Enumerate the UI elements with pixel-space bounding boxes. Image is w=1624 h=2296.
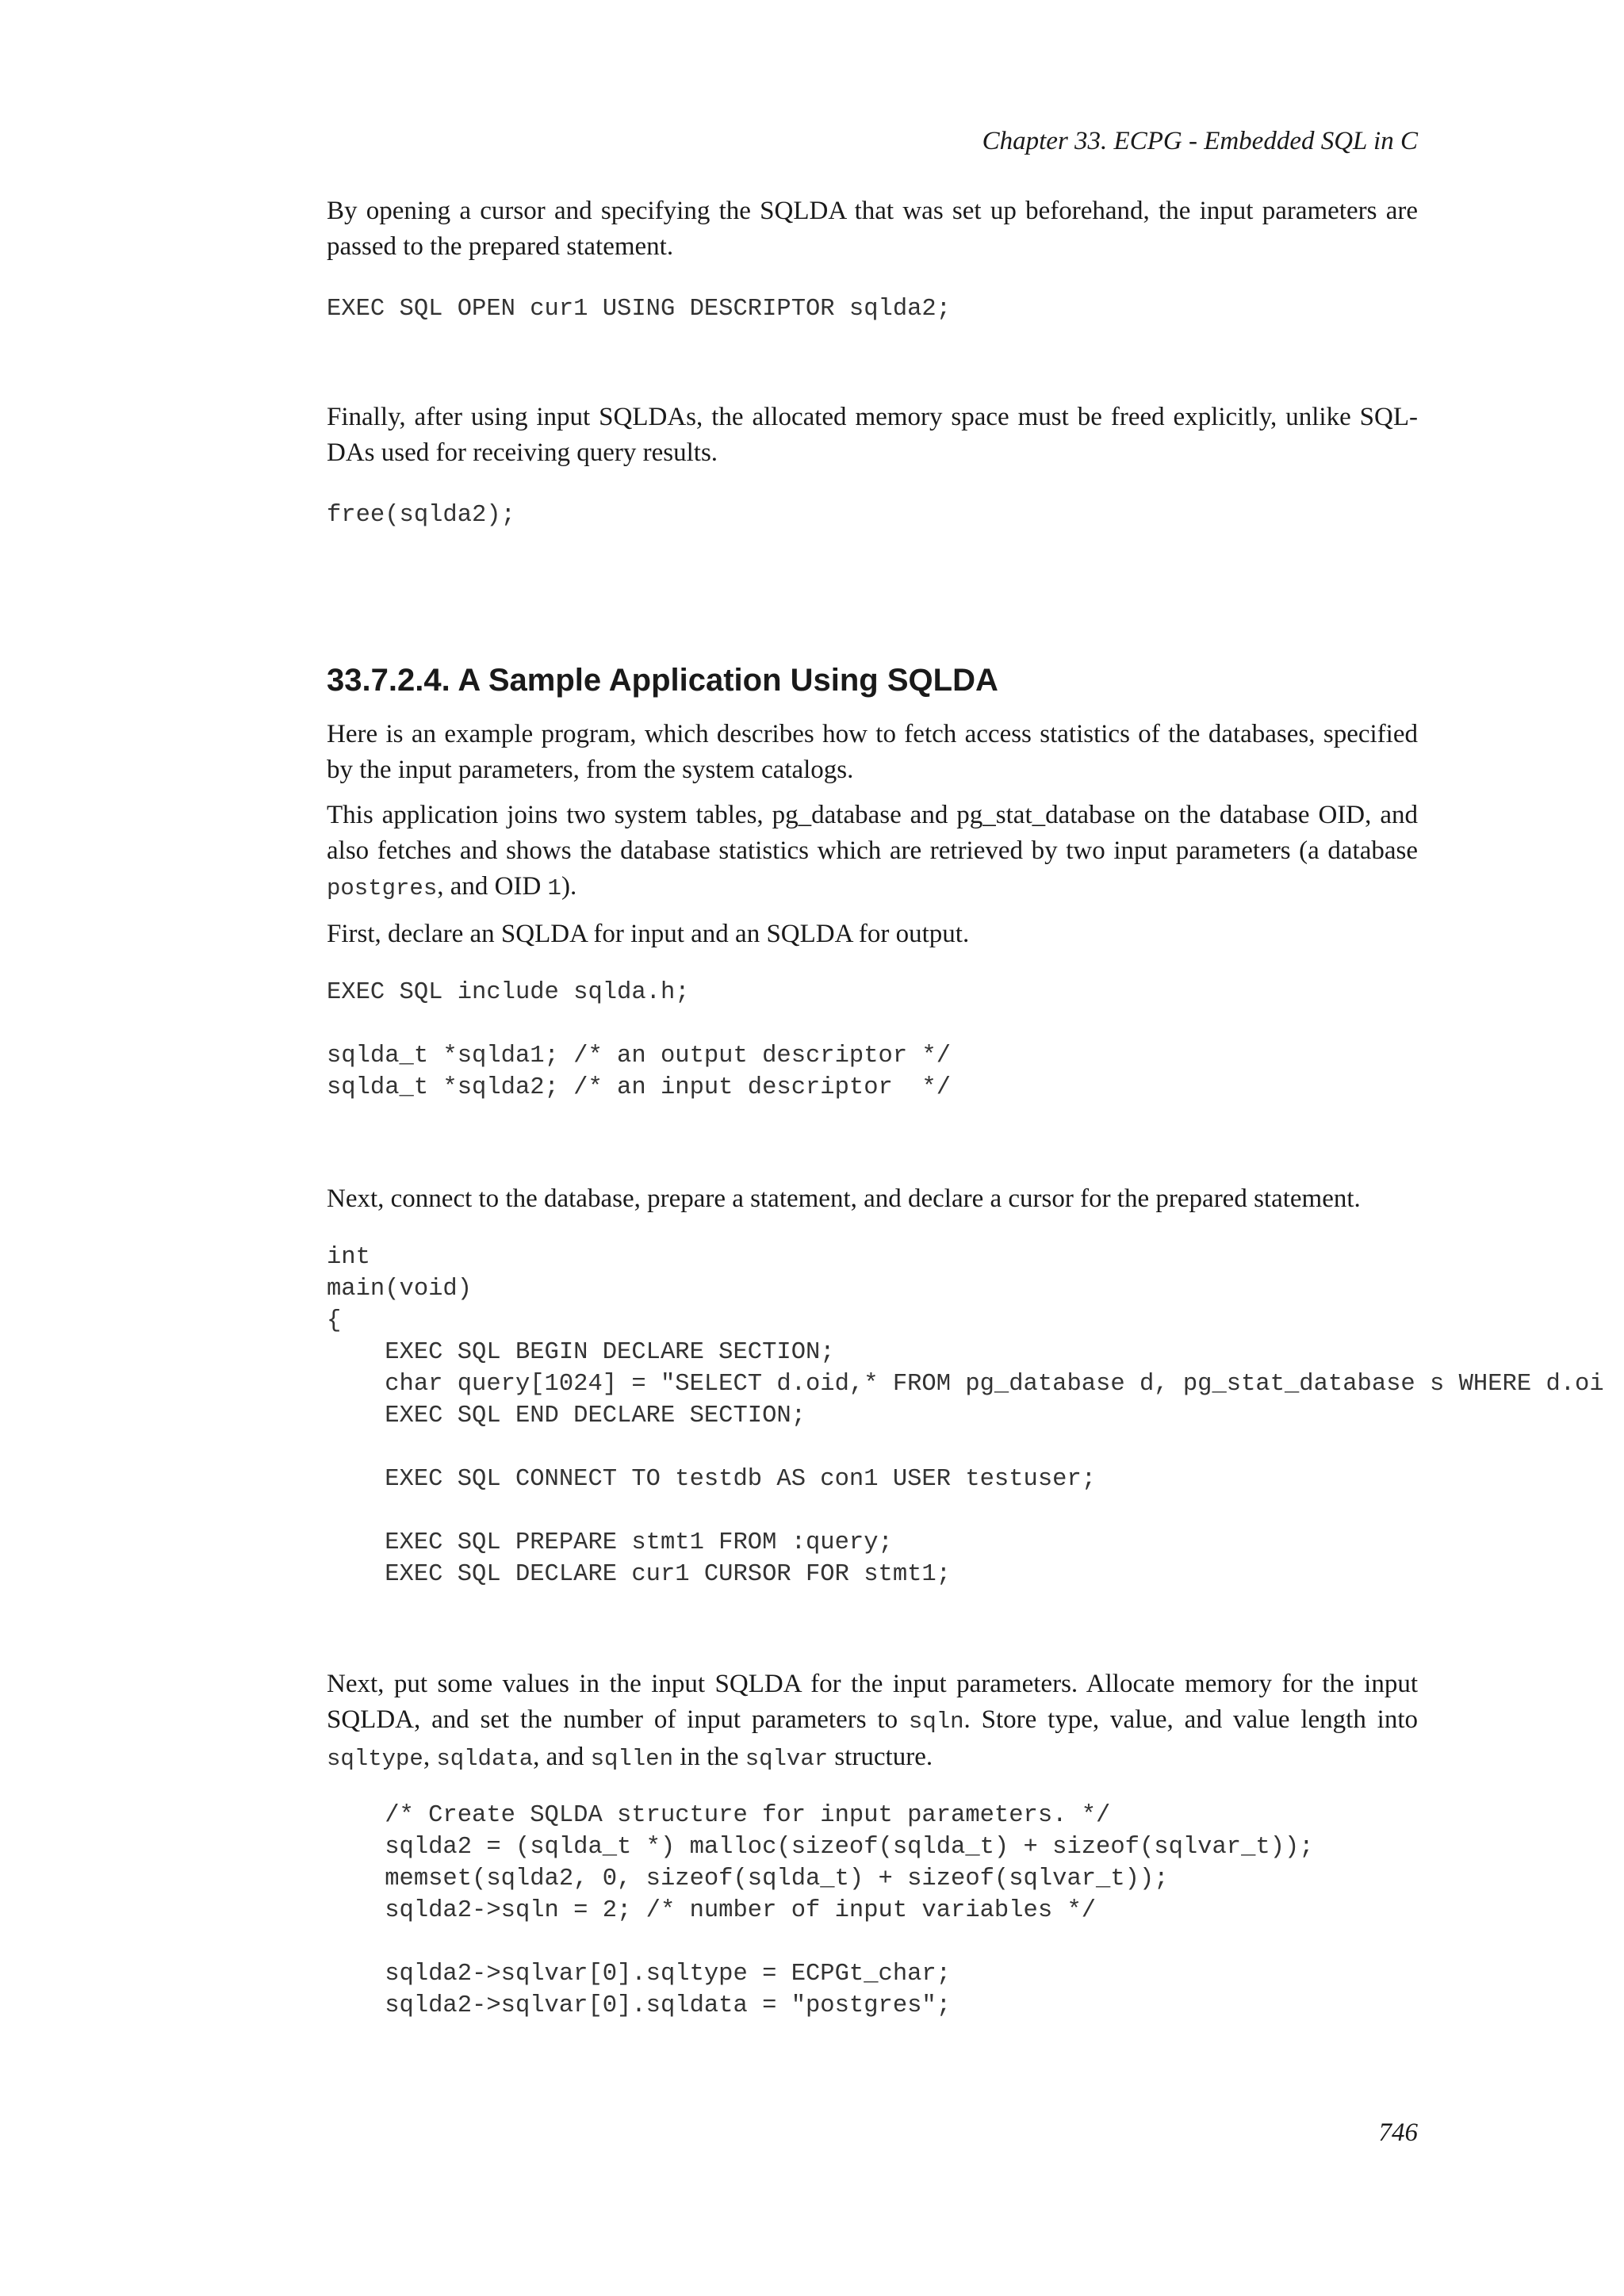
paragraph-free-memory <box>327 400 1418 471</box>
body-paragraph: Next, connect to the database, prepare a statement, and declare a cursor for the prepared statement. <box>327 1184 1361 1213</box>
paragraph-system-tables <box>327 798 1418 906</box>
paragraph-declare-sqlda <box>327 916 1418 952</box>
body-paragraph: First, declare an SQLDA for input and an SQLDA for output. <box>327 920 970 948</box>
body-paragraph <box>327 1667 1418 1777</box>
text-run: , and OID <box>437 872 548 901</box>
paragraph-connect <box>327 1181 1418 1217</box>
code-listing: EXEC SQL include sqlda.h; sqlda_t *sqlda1; /* an output descriptor */ sqlda_t *sqlda2; /* an input descriptor */ <box>327 979 952 1101</box>
inline-code: 1 <box>547 875 561 901</box>
text-run: in the <box>672 1743 745 1771</box>
section-heading-block <box>327 660 1418 701</box>
text-run: ). <box>561 872 577 901</box>
code-listing: EXEC SQL OPEN cur1 USING DESCRIPTOR sqlda2; <box>327 296 952 323</box>
paragraph-example-intro <box>327 717 1418 788</box>
inline-code: sqlvar <box>745 1746 829 1772</box>
body-paragraph: By opening a cursor and specifying the SQLDA that was set up beforehand, the input parameters are passed to the prepared statement. <box>327 197 1418 261</box>
text-run: structure. <box>828 1743 933 1771</box>
inline-code: sqln <box>908 1709 964 1735</box>
code-block-connect-prepare <box>327 1242 1624 1590</box>
text-run: Next, put some values in the input SQLDA for the input parameters. Allocate memory for the input SQLDA, and set the number of input parameters to <box>327 1670 1418 1734</box>
inline-code: sqllen <box>590 1746 673 1772</box>
text-run: . Store type, value, and value length into <box>963 1705 1418 1734</box>
paragraph-input-values <box>327 1667 1418 1777</box>
body-paragraph: Finally, after using input SQLDAs, the allocated memory space must be freed explicitly, unlike SQL-DAs used for receiving query results. <box>327 403 1418 467</box>
inline-code: sqltype <box>327 1746 423 1772</box>
text-run: , <box>423 1743 437 1771</box>
inline-code: postgres <box>327 875 438 901</box>
code-block-free <box>327 499 1418 531</box>
code-listing: int main(void) { EXEC SQL BEGIN DECLARE SECTION; char query[1024] = "SELECT d.oid,* FROM pg_database d, pg_stat_database s WHERE d.oi EXEC SQL END DECLARE SECTION; EXEC SQL CONNECT TO testdb AS con1 USER testuser; EXEC SQL PREPARE stmt1 FROM :query; EXEC SQL DECLARE cur1 CURSOR FOR stmt1; <box>327 1244 1604 1588</box>
section-heading: 33.7.2.4. A Sample Application Using SQLDA <box>327 663 998 698</box>
inline-code: sqldata <box>436 1746 534 1772</box>
code-block-declare-sqlda <box>327 977 1418 1104</box>
text-run: , and <box>533 1743 591 1771</box>
body-paragraph: Here is an example program, which describes how to fetch access statistics of the databases, specified by the input parameters, from the system catalogs. <box>327 720 1418 784</box>
paragraph-open-cursor-intro <box>327 193 1418 265</box>
code-block-open-cursor <box>327 293 1418 325</box>
text-run: This application joins two system tables, pg_database and pg_stat_database on the database OID, and also fetches and shows the database statistics which are retrieved by two input parameters (a database <box>327 801 1418 865</box>
running-header: Chapter 33. ECPG - Embedded SQL in C <box>982 127 1418 155</box>
code-listing: /* Create SQLDA structure for input parameters. */ sqlda2 = (sqlda_t *) malloc(sizeof(sqlda_t) + sizeof(sqlvar_t)); memset(sqlda2, 0, sizeof(sqlda_t) + sizeof(sqlvar_t)); sqlda2->sqln = 2; /* number of input variables */ sqlda2->sqlvar[0].sqltype = ECPGt_char; sqlda2->sqlvar[0].sqldata = "postgres"; <box>385 1802 1314 2019</box>
page-number: 746 <box>1378 2118 1418 2147</box>
code-block-input-sqlda <box>327 1800 1418 2022</box>
body-paragraph <box>327 798 1418 906</box>
code-listing: free(sqlda2); <box>327 502 515 529</box>
